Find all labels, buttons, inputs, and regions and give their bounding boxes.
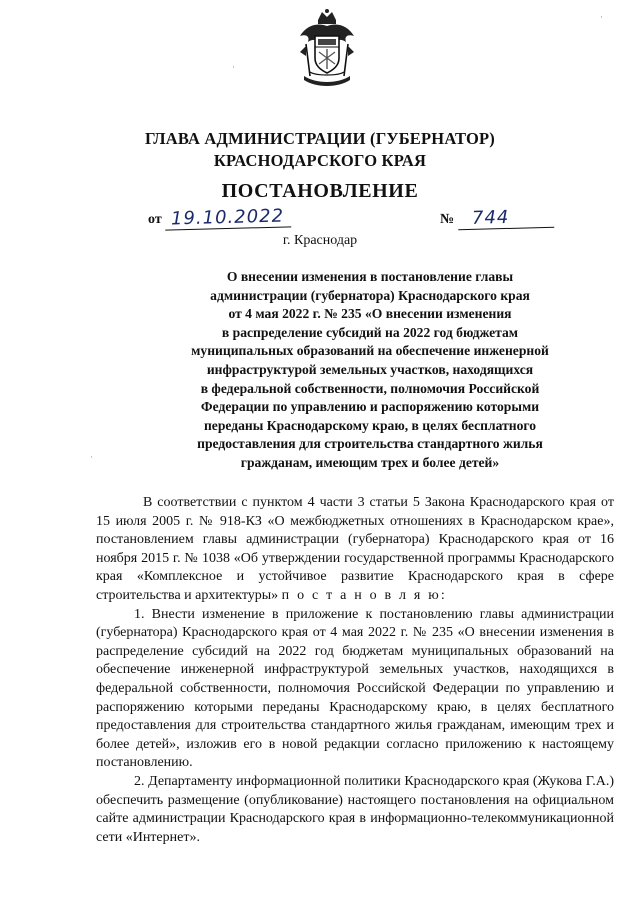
scan-speck: · xyxy=(600,12,603,22)
date-prefix: от xyxy=(148,212,162,227)
title-line: в федеральной собственности, полномочия Российской xyxy=(200,380,540,396)
title-line: переданы Краснодарскому краю, в целях бесплатного xyxy=(203,417,537,433)
title-line: от 4 мая 2022 г. № 235 «О внесении изменения xyxy=(228,306,512,322)
number-prefix: № xyxy=(440,212,455,227)
title-line: гражданам, имеющим трех и более детей» xyxy=(240,454,500,470)
decree-word: п о с т а н о в л я ю: xyxy=(281,587,447,603)
title-line: в распределение субсидий на 2022 год бюджетам xyxy=(221,324,519,340)
title-line: инфраструктурой земельных участков, находящихся xyxy=(206,361,534,377)
number-value: 744 xyxy=(457,206,554,231)
title-line: предоставления для строительства стандартного жилья xyxy=(197,436,543,452)
decree-item-1: 1. Внести изменение в приложение к постановлению главы администрации (губернатора) Краснодарского края от 4 мая 2022 г. № 235 «О внесении изменения в распределение субсидий на 2022 год бюджетам муниципальных образований на обеспечение инженерной инфраструктурой земельных участков, находящихся в федеральной собственности, полномочия Российской Федерации по управлению и распоряжению которыми переданы Краснодарскому краю, в целях бесплатного предоставления для строительства стандартного жилья гражданам, имеющим трех и более детей», изложив его в новой редакции согласно приложению к настоящему постановлению. xyxy=(96,606,614,771)
scan-speck: · xyxy=(232,62,235,72)
document-date xyxy=(148,207,291,229)
decree-title xyxy=(150,268,590,473)
coat-of-arms-emblem xyxy=(296,6,358,90)
preamble-paragraph xyxy=(96,494,614,606)
title-line: Федерации по управлению и распоряжению которыми xyxy=(200,399,540,415)
preamble-text: В соответствии с пунктом 4 части 3 статьи 5 Закона Краснодарского края от 15 июля 2005 г. № 918-КЗ «О межбюджетных отношениях в Краснодарском крае», постановлением главы администрации (губернатора) Краснодарского края от 16 ноября 2015 г. № 1038 «Об утверждении государственной программы Краснодарского края «Комплексное и устойчивое развитие Краснодарского края в сфере строительства и архитектуры» xyxy=(96,495,614,603)
document-type-heading: ПОСТАНОВЛЕНИЕ xyxy=(221,180,419,202)
document-number xyxy=(440,207,554,229)
organization-title xyxy=(0,128,640,172)
title-line: администрации (губернатора) Краснодарского края xyxy=(210,287,530,303)
decree-item-2: 2. Департаменту информационной политики Краснодарского края (Жукова Г.А.) обеспечить размещение (опубликование) настоящего постановления на официальном сайте администрации Краснодарского края в информационно-телекоммуникационной сети «Интернет». xyxy=(96,773,614,845)
organization-title-line-1: ГЛАВА АДМИНИСТРАЦИИ (ГУБЕРНАТОР) xyxy=(145,129,495,148)
decree-body xyxy=(96,494,614,847)
organization-title-line-2: КРАСНОДАРСКОГО КРАЯ xyxy=(213,151,427,170)
title-line: О внесении изменения в постановление главы xyxy=(226,269,514,284)
issue-city: г. Краснодар xyxy=(282,233,358,248)
title-line: муниципальных образований на обеспечение инженерной xyxy=(191,343,549,359)
date-value: 19.10.2022 xyxy=(165,205,292,230)
scan-speck: · xyxy=(90,452,93,462)
